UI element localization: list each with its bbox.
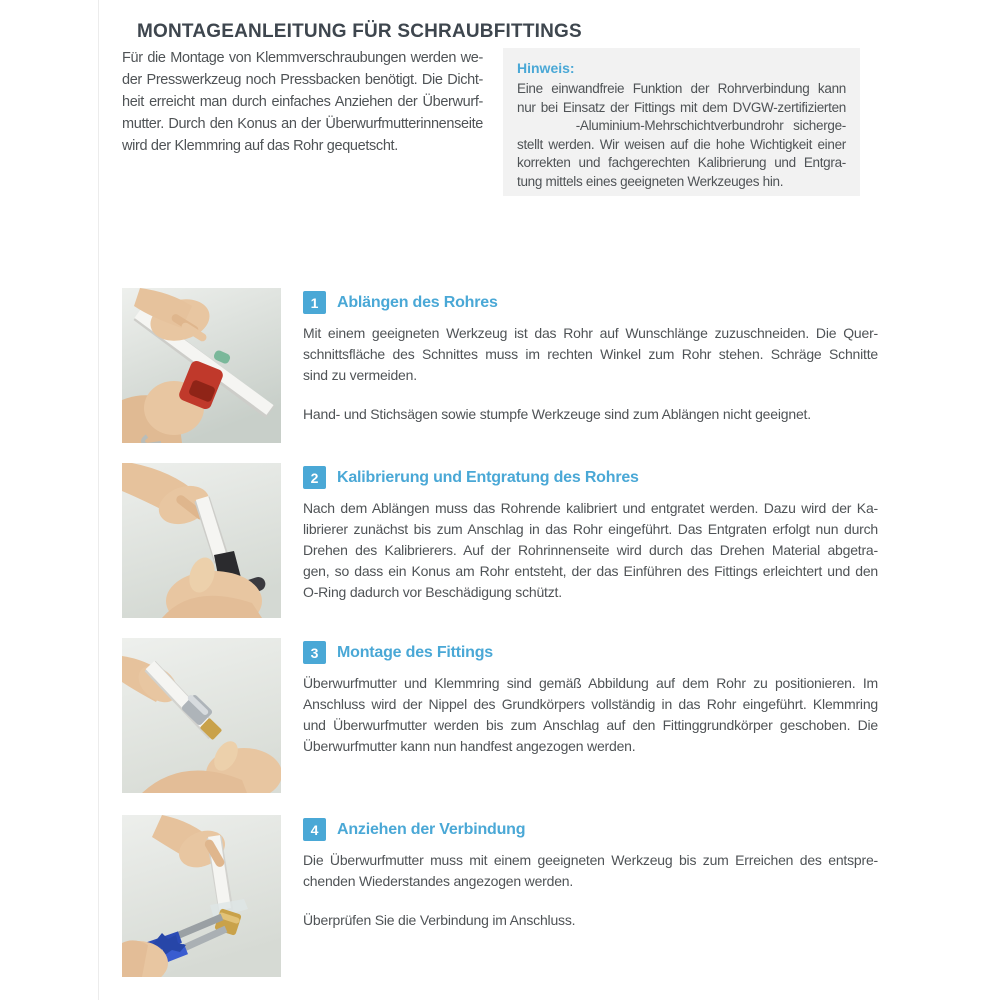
body-line: Die Überwurfmutter muss mit einem geeigneten Werkzeug bis zum Erreichen des entspre- xyxy=(303,852,878,868)
body-line: Anschluss wird der Nippel des Grundkörpers vollständig in das Rohr eingeführt. Klemmring xyxy=(303,696,878,712)
page-title: MONTAGEANLEITUNG FÜR SCHRAUBFITTINGS xyxy=(137,20,582,42)
step1-paragraph xyxy=(303,404,878,425)
step4-section xyxy=(303,818,878,931)
step2-number-badge: 2 xyxy=(303,466,326,489)
note-line: tung mittels eines geeigneten Werkzeuges hin. xyxy=(517,173,784,189)
step3-number-badge: 3 xyxy=(303,641,326,664)
note-box xyxy=(503,48,860,196)
body-line: Nach dem Ablängen muss das Rohrende kalibriert und entgratet werden. Dazu wird der Ka- xyxy=(303,500,878,516)
body-line: Überwurfmutter kann nun handfest angezogen werden. xyxy=(303,738,636,754)
body-line: Überwurfmutter und Klemmring sind gemäß Abbildung auf dem Rohr zu positionieren. Im xyxy=(303,675,878,691)
intro-line: heit erreicht man durch einfaches Anziehen der Überwurf- xyxy=(122,94,483,110)
step3-paragraph xyxy=(303,673,878,757)
step4-number-badge: 4 xyxy=(303,818,326,841)
step3-section xyxy=(303,641,878,757)
body-line: librierer zunächst bis zum Anschlag in das Rohr eingeführt. Das Entgraten erfolgt nun durch xyxy=(303,521,878,537)
step4-photo-tightening xyxy=(122,815,281,977)
page-left-edge xyxy=(98,0,99,1000)
step3-title: Montage des Fittings xyxy=(337,643,494,661)
intro-paragraph xyxy=(122,47,483,157)
note-line: Eine einwandfreie Funktion der Rohrverbindung kann xyxy=(517,81,846,96)
step1-title: Ablängen des Rohres xyxy=(337,293,498,311)
body-line: sind zu vermeiden. xyxy=(303,367,417,383)
intro-line: Für die Montage von Klemmverschraubungen werden we- xyxy=(122,50,483,66)
body-line: Hand- und Stichsägen sowie stumpfe Werkzeuge sind zum Ablängen nicht geeignet. xyxy=(303,406,811,422)
step3-photo-fitting-assembly xyxy=(122,638,281,793)
note-body xyxy=(517,80,846,192)
step1-photo-pipe-cutting xyxy=(122,288,281,443)
body-line: Drehen des Kalibrierers. Auf der Rohrinnenseite wird durch das Drehen Material abgetra- xyxy=(303,542,878,558)
body-line: Überprüfen Sie die Verbindung im Anschluss. xyxy=(303,912,576,928)
note-line-redacted-brand: -Aluminium-Mehrschichtverbundrohr sicherge- xyxy=(517,118,846,134)
note-line: korrekten und fachgerechten Kalibrierung und Entgra- xyxy=(517,155,846,171)
body-line: schnittsfläche des Schnittes muss im rechten Winkel zum Rohr stehen. Schräge Schnitte xyxy=(303,346,878,362)
step2-photo-calibration xyxy=(122,463,281,618)
body-line: gen, so dass ein Konus am Rohr entsteht, der das Einführen des Fittings erleichtert und den xyxy=(303,563,878,579)
step2-paragraph xyxy=(303,498,878,603)
step2-title: Kalibrierung und Entgratung des Rohres xyxy=(337,468,639,486)
intro-line: wird der Klemmring auf das Rohr gequetscht. xyxy=(122,138,398,154)
note-line: stellt werden. Wir weisen auf die hohe Wichtigkeit einer xyxy=(517,136,846,152)
step4-paragraph xyxy=(303,850,878,892)
body-line: O-Ring dadurch vor Beschädigung schützt. xyxy=(303,584,562,600)
note-line: nur bei Einsatz der Fittings mit dem DVGW-zertifizierten xyxy=(517,99,846,115)
step4-title: Anziehen der Verbindung xyxy=(337,820,526,838)
step1-number-badge: 1 xyxy=(303,291,326,314)
note-title: Hinweis: xyxy=(517,60,575,76)
body-line: und Überwurfmutter werden bis zum Anschlag auf den Fittinggrundkörper geschoben. Die xyxy=(303,717,878,733)
step2-section xyxy=(303,466,878,603)
step4-paragraph xyxy=(303,910,878,931)
step1-paragraph xyxy=(303,323,878,386)
step1-section xyxy=(303,291,878,425)
intro-line: mutter. Durch den Konus an der Überwurfmutterinnenseite xyxy=(122,116,483,132)
intro-line: der Presswerkzeug noch Pressbacken benötigt. Die Dicht- xyxy=(122,72,483,88)
body-line: chenden Wiederstandes angezogen werden. xyxy=(303,873,574,889)
body-line: Mit einem geeigneten Werkzeug ist das Rohr auf Wunschlänge zuzuschneiden. Die Quer- xyxy=(303,325,878,341)
